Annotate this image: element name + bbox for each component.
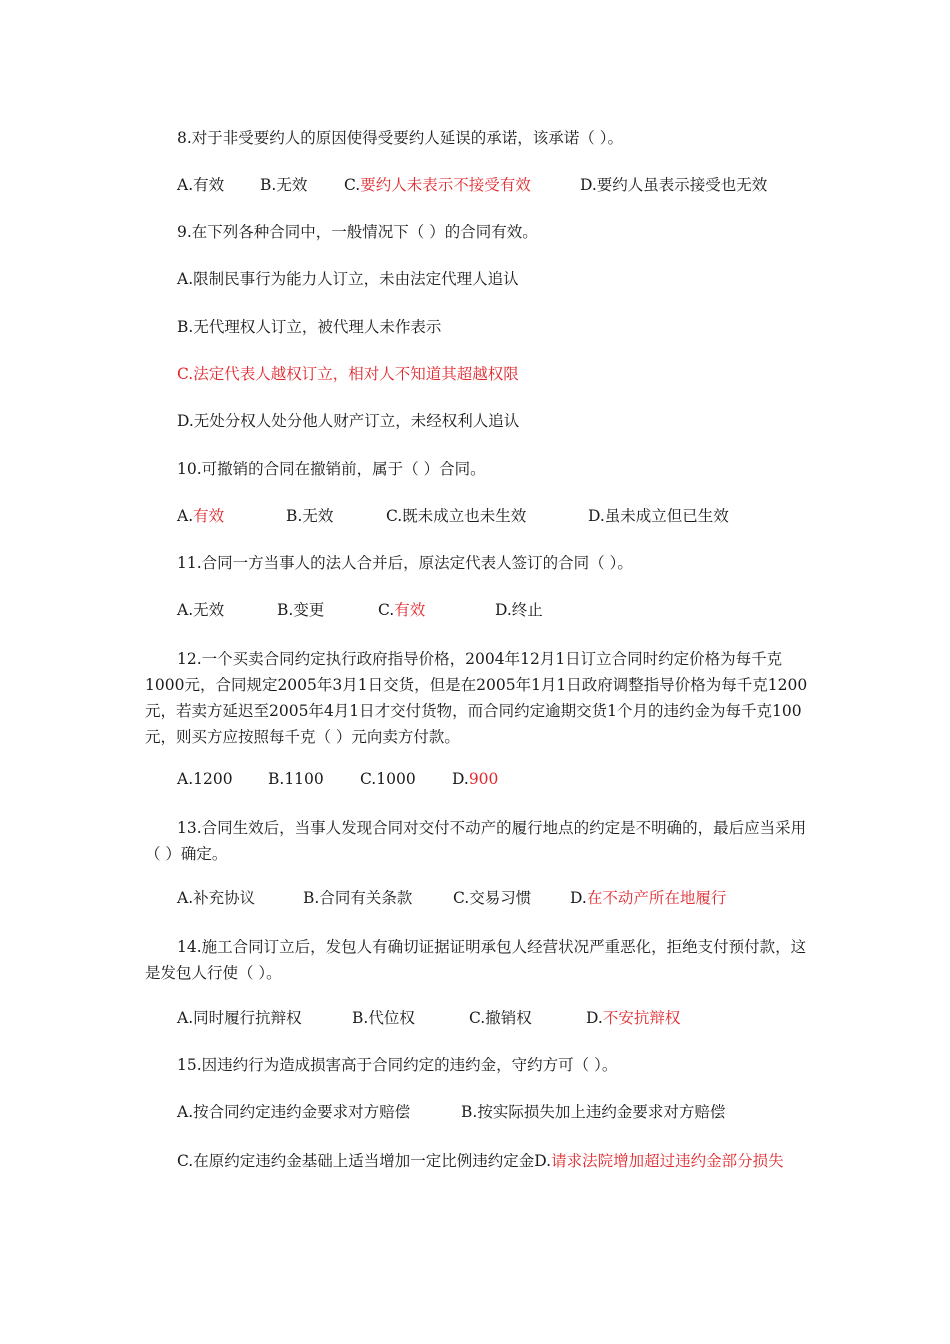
question-8-stem: 8.对于非受要约人的原因使得受要约人延误的承诺，该承诺（ ）。: [177, 129, 623, 147]
q15-answer: 请求法院增加超过违约金部分损失: [551, 1152, 784, 1170]
q14-option-b: B.代位权: [352, 1009, 415, 1027]
q9-option-d: D.无处分权人处分他人财产订立，未经权利人追认: [177, 412, 520, 430]
q14-answer: 不安抗辩权: [602, 1009, 681, 1027]
question-15-stem: 15.因违约行为造成损害高于合同约定的违约金，守约方可（ ）。: [177, 1056, 618, 1074]
q10-option-c: C.既未成立也未生效: [386, 507, 527, 525]
q8-option-b: B.无效: [260, 176, 308, 194]
q8-option-d: D.要约人虽表示接受也无效: [580, 176, 768, 194]
q12-answer: 900: [468, 770, 499, 788]
question-14-options: [177, 1007, 680, 1029]
q9-option-b: B.无代理权人订立，被代理人未作表示: [177, 318, 442, 336]
q14-option-c: C.撤销权: [469, 1009, 532, 1027]
question-13-stem: 13.合同生效后，当事人发现合同对交付不动产的履行地点的约定是不明确的，最后应当采用（ ）确定。: [145, 819, 807, 863]
q9-option-a: A.限制民事行为能力人订立，未由法定代理人追认: [177, 270, 519, 288]
question-13-options: [177, 887, 726, 909]
question-10-options: [177, 505, 729, 527]
q15-option-a: A.按合同约定违约金要求对方赔偿: [177, 1103, 411, 1121]
question-11-options: [177, 599, 543, 621]
q11-option-a: A.无效: [177, 601, 225, 619]
q12-option-c: C.1000: [360, 770, 416, 788]
q11-option-c: C.有效: [378, 601, 426, 619]
q8-option-c: C.要约人未表示不接受有效: [344, 176, 531, 194]
q10-answer: 有效: [193, 507, 225, 525]
q12-option-a: A.1200: [177, 770, 233, 788]
q13-option-d: D.在不动产所在地履行: [570, 889, 727, 907]
q11-option-b: B.变更: [277, 601, 325, 619]
question-9-stem: 9.在下列各种合同中，一般情况下（ ）的合同有效。: [177, 223, 538, 241]
q14-option-d: D.不安抗辩权: [586, 1009, 681, 1027]
q13-answer: 在不动产所在地履行: [586, 889, 727, 907]
q9-option-c-answer: C.法定代表人越权订立，相对人不知道其超越权限: [177, 365, 519, 383]
q8-option-a: A.有效: [177, 176, 225, 194]
q13-option-c: C.交易习惯: [453, 889, 532, 907]
q15-option-b: B.按实际损失加上违约金要求对方赔偿: [461, 1103, 726, 1121]
question-15-options-ab: [177, 1101, 725, 1123]
question-10-stem: 10.可撤销的合同在撤销前，属于（ ）合同。: [177, 460, 486, 478]
q13-option-a: A.补充协议: [177, 889, 256, 907]
q11-answer: 有效: [394, 601, 426, 619]
q10-option-b: B.无效: [286, 507, 334, 525]
q10-option-a: A.有效: [177, 507, 225, 525]
q12-option-d: D.900: [452, 770, 499, 788]
question-15-options-cd: [145, 1148, 810, 1174]
question-14-stem: 14.施工合同订立后，发包人有确切证据证明承包人经营状况严重恶化，拒绝支付预付款，这是发包人行使（ ）。: [145, 938, 807, 982]
q8-answer: 要约人未表示不接受有效: [360, 176, 531, 194]
question-8-options: [177, 174, 767, 196]
question-12-stem: 12.一个买卖合同约定执行政府指导价格，2004年12月1日订立合同时约定价格为每千克1000元，合同规定2005年3月1日交货，但是在2005年1月1日政府调整指导价格为每千克1200元，若卖方延迟至2005年4月1日才交付货物，而合同约定逾期交货1个月的违约金为每千克100元，则买方应按照每千克（ ）元向卖方付款。: [145, 650, 808, 746]
question-12-options: [177, 768, 498, 790]
q11-option-d: D.终止: [495, 601, 543, 619]
q13-option-b: B.合同有关条款: [303, 889, 413, 907]
q12-option-b: B.1100: [268, 770, 324, 788]
q15-option-c: C.在原约定违约金基础上适当增加一定比例违约定金: [177, 1152, 535, 1170]
question-11-stem: 11.合同一方当事人的法人合并后，原法定代表人签订的合同（ ）。: [177, 554, 633, 572]
q10-option-d: D.虽未成立但已生效: [588, 507, 729, 525]
q15-option-d: D.请求法院增加超过违约金部分损失: [534, 1152, 784, 1170]
q14-option-a: A.同时履行抗辩权: [177, 1009, 302, 1027]
